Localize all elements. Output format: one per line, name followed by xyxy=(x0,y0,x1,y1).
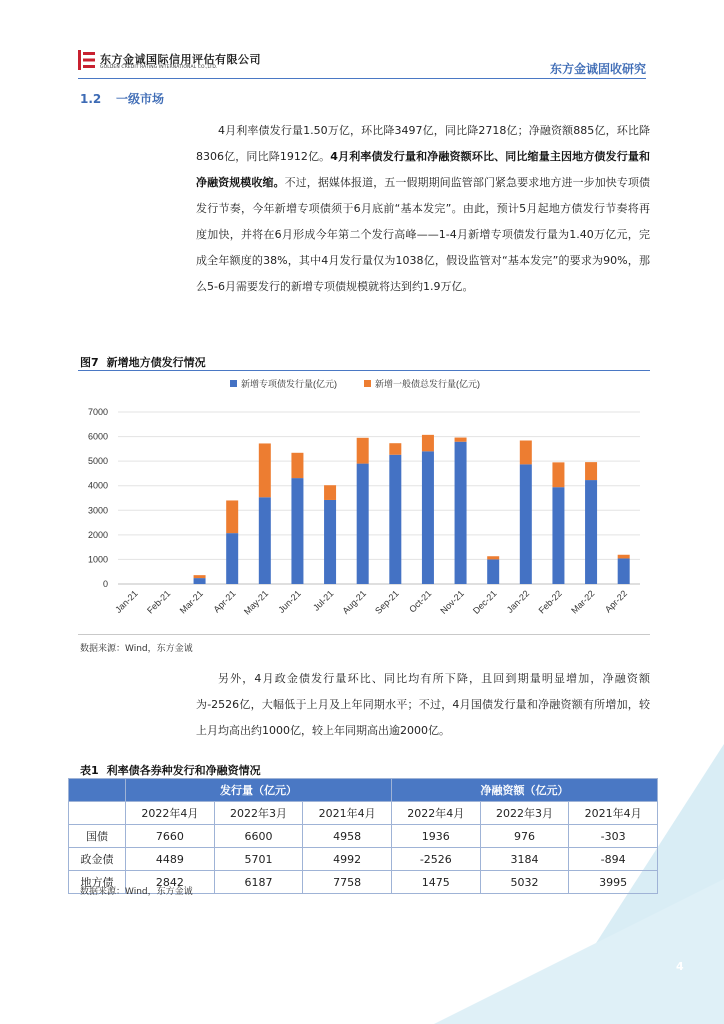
company-logo-icon xyxy=(78,50,95,70)
chart-legend xyxy=(230,378,480,389)
bar-special-bond xyxy=(455,442,467,584)
x-tick-label: Feb-22 xyxy=(536,588,564,616)
bar-general-bond xyxy=(259,443,271,497)
chart-bars xyxy=(194,435,630,584)
table-cell: 4489 xyxy=(126,848,215,871)
bar-general-bond xyxy=(520,441,532,465)
sub-header: 2022年3月 xyxy=(214,802,303,825)
table-title-text: 利率债各券种发行和净融资情况 xyxy=(106,764,261,777)
x-tick-label: Jan-22 xyxy=(504,588,532,615)
row-header: 政金债 xyxy=(69,848,126,871)
bar-general-bond xyxy=(324,485,336,500)
y-tick-label: 1000 xyxy=(87,554,108,565)
table-group-header-row xyxy=(69,779,658,802)
table-cell: 6187 xyxy=(214,871,303,894)
table-sub-corner xyxy=(69,802,126,825)
table-cell: 3995 xyxy=(569,871,658,894)
sub-header: 2021年4月 xyxy=(569,802,658,825)
table-cell: 6600 xyxy=(214,825,303,848)
table-cell: 1936 xyxy=(391,825,480,848)
table-cell: 5701 xyxy=(214,848,303,871)
table-corner xyxy=(69,779,126,802)
table-cell: 3184 xyxy=(480,848,569,871)
x-tick-label: Apr-22 xyxy=(602,588,630,615)
figure-source: 数据来源：Wind，东方金诚 xyxy=(80,644,193,654)
bar-general-bond xyxy=(422,435,434,451)
legend-label: 新增一般债总发行量(亿元) xyxy=(375,379,480,389)
header-title: 东方金诚固收研究 xyxy=(549,62,646,76)
x-tick-label: Mar-22 xyxy=(569,588,597,616)
legend-label: 新增专项债发行量(亿元) xyxy=(241,379,337,389)
page-header xyxy=(78,48,646,79)
group-header-net-financing: 净融资额（亿元） xyxy=(391,779,657,802)
table-cell: 7660 xyxy=(126,825,215,848)
table-cell: 4992 xyxy=(303,848,392,871)
section-heading xyxy=(80,90,164,107)
paragraph-1-text: 4月利率债发行量1.50万亿，环比降3497亿，同比降2718亿；净融资额885亿，环比降8306亿，同比降1912亿。 xyxy=(196,124,650,163)
figure-bottom-rule xyxy=(78,634,650,635)
group-header-issuance: 发行量（亿元） xyxy=(126,779,392,802)
bar-special-bond xyxy=(357,464,369,584)
table-cell: -303 xyxy=(569,825,658,848)
y-tick-label: 3000 xyxy=(87,505,108,516)
x-tick-label: Jul-21 xyxy=(311,588,336,613)
issuance-chart xyxy=(78,372,650,632)
y-tick-label: 2000 xyxy=(87,529,108,540)
company-name-en: GOLDEN CREDIT RATING INTERNATIONAL CO.,LTD. xyxy=(100,65,218,70)
bar-special-bond xyxy=(585,480,597,584)
x-tick-label: Apr-21 xyxy=(211,588,238,615)
sub-header: 2022年3月 xyxy=(480,802,569,825)
bar-general-bond xyxy=(291,453,303,478)
chart-x-axis xyxy=(113,588,629,616)
x-tick-label: Jun-21 xyxy=(276,588,303,615)
bar-general-bond xyxy=(455,438,467,442)
bar-general-bond xyxy=(226,500,238,533)
corner-decoration xyxy=(434,879,724,1024)
section-title: 一级市场 xyxy=(116,92,165,106)
bar-general-bond xyxy=(487,556,499,559)
paragraph-1-bold: 4月利率债发行量和净融资额环比、同比缩量主因地方债发行量和净融资规模收缩。 xyxy=(196,150,650,189)
bar-general-bond xyxy=(389,443,401,455)
legend-swatch xyxy=(230,380,237,387)
paragraph-1-text-2: 不过，据媒体报道，五一假期期间监管部门紧急要求地方进一步加快专项债发行节奏，今年新增专项债须于6月底前“基本发完”。由此，预计5月起地方债发行节奏将再度加快，并将在6月形成今年第二个发行高峰——1-4月新增专项债发行量为1.40万亿元，完成全年额度的38%，其中4月发行量仅为1038亿，假设监管对“基本发完”的要求为90%，那么5-6月需要发行的新增专项债规模就将达到约1.9万亿。 xyxy=(196,176,651,293)
x-tick-label: Jan-21 xyxy=(113,588,140,615)
bar-special-bond xyxy=(422,451,434,584)
x-tick-label: Aug-21 xyxy=(340,588,369,616)
x-tick-label: Mar-21 xyxy=(177,588,205,616)
table-cell: 1475 xyxy=(391,871,480,894)
x-tick-label: Feb-21 xyxy=(145,588,173,616)
y-tick-label: 4000 xyxy=(87,480,108,491)
table-row xyxy=(69,825,658,848)
bar-special-bond xyxy=(226,533,238,584)
bar-general-bond xyxy=(585,462,597,480)
rates-bond-table xyxy=(68,778,658,894)
paragraph-2-text: 另外，4月政金债发行量环比、同比均有所下降，且回到期量明显增加，净融资额为-2526亿，大幅低于上月及上年同期水平；不过，4月国债发行量和净融资额有所增加，较上月均高出约1000亿，较上年同期高出逾2000亿。 xyxy=(196,672,650,737)
table-label: 表1 xyxy=(80,764,99,777)
figure-title xyxy=(80,354,214,370)
row-header: 国债 xyxy=(69,825,126,848)
y-tick-label: 5000 xyxy=(87,456,108,467)
figure-title-text: 新增地方债发行情况 xyxy=(106,356,206,369)
bar-special-bond xyxy=(618,558,630,584)
bar-special-bond xyxy=(324,500,336,584)
figure-label: 图7 xyxy=(80,356,99,369)
table-cell: -2526 xyxy=(391,848,480,871)
chart-y-axis xyxy=(88,407,108,589)
table-cell: -894 xyxy=(569,848,658,871)
sub-header: 2022年4月 xyxy=(391,802,480,825)
table-cell: 4958 xyxy=(303,825,392,848)
table-cell: 976 xyxy=(480,825,569,848)
table-cell: 2842 xyxy=(126,871,215,894)
bar-general-bond xyxy=(357,438,369,464)
x-tick-label: Sep-21 xyxy=(373,588,401,616)
bar-general-bond xyxy=(618,555,630,559)
bar-special-bond xyxy=(552,487,564,584)
bar-general-bond xyxy=(552,462,564,487)
y-tick-label: 7000 xyxy=(87,407,108,417)
x-tick-label: Dec-21 xyxy=(471,588,499,616)
bar-special-bond xyxy=(259,497,271,584)
row-header: 地方债 xyxy=(69,871,126,894)
table-source: 数据来源：Wind，东方金诚 xyxy=(80,887,193,897)
bar-special-bond xyxy=(520,464,532,584)
bar-special-bond xyxy=(291,478,303,584)
bar-special-bond xyxy=(389,455,401,584)
table-cell: 7758 xyxy=(303,871,392,894)
page-number: 4 xyxy=(676,960,684,973)
bar-special-bond xyxy=(194,578,206,584)
bar-special-bond xyxy=(487,559,499,584)
paragraph-2 xyxy=(196,666,650,744)
table-title xyxy=(80,762,269,778)
section-number: 1.2 xyxy=(80,92,102,106)
sub-header: 2022年4月 xyxy=(126,802,215,825)
figure-rule xyxy=(78,370,650,371)
y-tick-label: 0 xyxy=(102,579,108,589)
paragraph-1 xyxy=(196,118,650,300)
company-name: 东方金诚国际信用评估有限公司 xyxy=(100,53,261,66)
sub-header: 2021年4月 xyxy=(303,802,392,825)
table-row xyxy=(69,848,658,871)
x-tick-label: May-21 xyxy=(241,588,271,617)
table-cell: 5032 xyxy=(480,871,569,894)
table-sub-header-row xyxy=(69,802,658,825)
bar-general-bond xyxy=(194,575,206,578)
legend-swatch xyxy=(364,380,371,387)
y-tick-label: 6000 xyxy=(87,431,108,442)
x-tick-label: Nov-21 xyxy=(438,588,466,616)
x-tick-label: Oct-21 xyxy=(407,588,434,615)
